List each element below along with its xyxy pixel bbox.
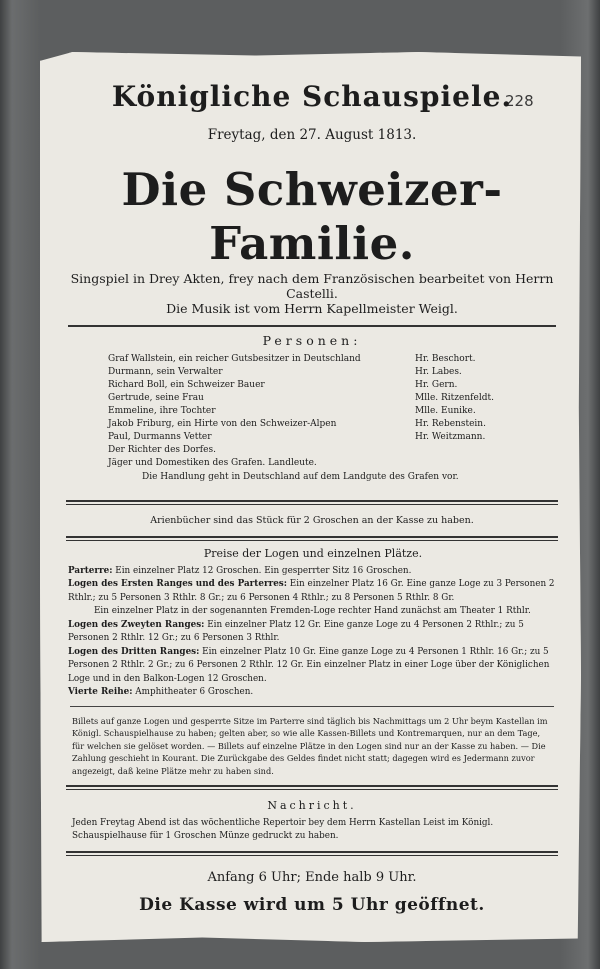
play-title: Die Schweizer-Familie. [121, 163, 503, 270]
cast-row [108, 393, 562, 405]
cast-row [108, 354, 562, 366]
price-label: Logen des Dritten Ranges: [68, 646, 200, 657]
start-time: Anfang 6 Uhr; Ende halb 9 Uhr. [207, 870, 417, 885]
playbill [62, 60, 562, 915]
divider [66, 536, 558, 541]
price-line [68, 605, 558, 619]
divider [66, 851, 558, 856]
cast-row [108, 445, 562, 457]
divider [66, 785, 558, 790]
cast-actor: Hr. Rebenstein. [415, 419, 486, 429]
price-text: Ein einzelner Platz 16 Gr. Eine ganze Loge zu 3 Personen 2 Rthlr.; zu 5 Personen 3 Rthlr. 8 Gr.; zu 6 Personen 4 Rthlr.; zu 8 Personen 5 Rthlr. 8 Gr. [68, 579, 555, 603]
ticket-notice: Billets auf ganze Logen und gesperrte Sitze im Parterre sind täglich bis Nachmittags um 2 Uhr beym Kastellan im Königl. Schauspielhause zu haben; gelten aber, so wie alle Kassen-Billets und Kontremarquen, nur an dem Tage, für welchen sie gelöset worden. — Billets auf einzelne Plätze in den Logen sind nur an der Kasse zu haben. — Die Zahlung geschieht in Kourant. Die Zurückgabe des Geldes findet nicht statt; dagegen wird es Jedermann zuvor angezeigt, daß keine Plätze mehr zu haben sind. [72, 715, 548, 776]
price-label: Logen des Ersten Ranges und des Parterres: [68, 579, 288, 589]
cast-heading: Personen: [262, 333, 362, 348]
libretto-notice: Arienbücher sind das Stück für 2 Groschen an der Kasse zu haben. [150, 515, 474, 526]
divider [70, 706, 554, 707]
price-list [68, 547, 558, 700]
price-label: Parterre: [68, 565, 113, 576]
price-line [68, 646, 558, 687]
price-text: Amphitheater 6 Groschen. [132, 687, 254, 697]
cast-actor: Mlle. Ritzenfeldt. [415, 393, 494, 403]
box-office-opening: Die Kasse wird um 5 Uhr geöffnet. [139, 895, 485, 915]
price-label: Logen des Zweyten Ranges: [68, 619, 205, 630]
cast-role: Jakob Friburg, ein Hirte von den Schweizer-Alpen [108, 419, 337, 429]
notice-text: Jeden Freytag Abend ist das wöchentliche Repertoir bey dem Herrn Kastellan Leist im Königl. Schauspielhause für 1 Groschen Münze gedruckt zu haben. [72, 818, 494, 841]
cast-role: Paul, Durmanns Vetter [108, 432, 212, 442]
cast-role: Graf Wallstein, ein reicher Gutsbesitzer in Deutschland [108, 354, 361, 364]
cast-actor: Hr. Gern. [415, 380, 458, 390]
cast-role: Emmeline, ihre Tochter [108, 406, 216, 416]
cast-row [108, 367, 562, 379]
cast-actor: Hr. Labes. [415, 367, 462, 377]
catalog-number: 228 [505, 92, 534, 110]
cast-role: Gertrude, seine Frau [108, 393, 204, 403]
cast-row [108, 432, 562, 444]
price-line [68, 578, 558, 605]
price-label: Vierte Reihe: [68, 687, 133, 697]
price-heading: Preise der Logen und einzelnen Plätze. [203, 547, 423, 560]
cast-row [108, 380, 562, 392]
cast-actor: Mlle. Eunike. [415, 406, 476, 416]
price-text: Ein einzelner Platz 12 Gr. Eine ganze Loge zu 4 Personen 2 Rthlr.; zu 5 Personen 2 Rthlr. 12 Gr.; zu 6 Personen 3 Rthlr. [68, 619, 524, 643]
cast-row [108, 406, 562, 418]
cast-actor: Hr. Beschort. [415, 354, 476, 364]
price-text: Ein einzelner Platz 12 Groschen. Ein gesperrter Sitz 16 Groschen. [112, 565, 412, 576]
performance-date: Freytag, den 27. August 1813. [207, 127, 417, 143]
cast-role: Jäger und Domestiken des Grafen. Landleute. [108, 458, 317, 468]
subtitle-line-2: Die Musik ist vom Herrn Kapellmeister Weigl. [166, 301, 458, 316]
cast-actor: Hr. Weitzmann. [415, 432, 486, 442]
cast-role: Der Richter des Dorfes. [108, 445, 216, 455]
cast-list [62, 354, 562, 504]
price-line [68, 619, 558, 646]
price-line [68, 565, 558, 579]
divider [68, 325, 556, 327]
cast-role: Durmann, sein Verwalter [108, 367, 223, 377]
setting-note: Die Handlung geht in Deutschland auf dem Landgute des Grafen vor. [142, 472, 459, 482]
price-text: Ein einzelner Platz in der sogenannten Fremden-Loge rechter Hand zunächst am Theater 1 Rthlr. [94, 606, 531, 616]
cast-row [108, 419, 562, 431]
theatre-name: Königliche Schauspiele. [111, 80, 513, 113]
cast-role: Richard Boll, ein Schweizer Bauer [108, 380, 265, 390]
price-line [68, 686, 558, 700]
cast-row [108, 458, 562, 470]
subtitle-line-1: Singspiel in Drey Akten, frey nach dem Französischen bearbeitet von Herrn Castelli. [70, 271, 554, 301]
price-text: Ein einzelner Platz 10 Gr. Eine ganze Loge zu 4 Personen 1 Rthlr. 16 Gr.; zu 5 Personen 2 Rthlr. 2 Gr.; zu 6 Personen 2 Rthlr. 12 Gr. Ein einzelner Platz in einer Loge über der Königlichen Loge und in den Balkon-Logen 12 Groschen. [68, 646, 550, 684]
notice-heading: Nachricht. [267, 799, 357, 812]
